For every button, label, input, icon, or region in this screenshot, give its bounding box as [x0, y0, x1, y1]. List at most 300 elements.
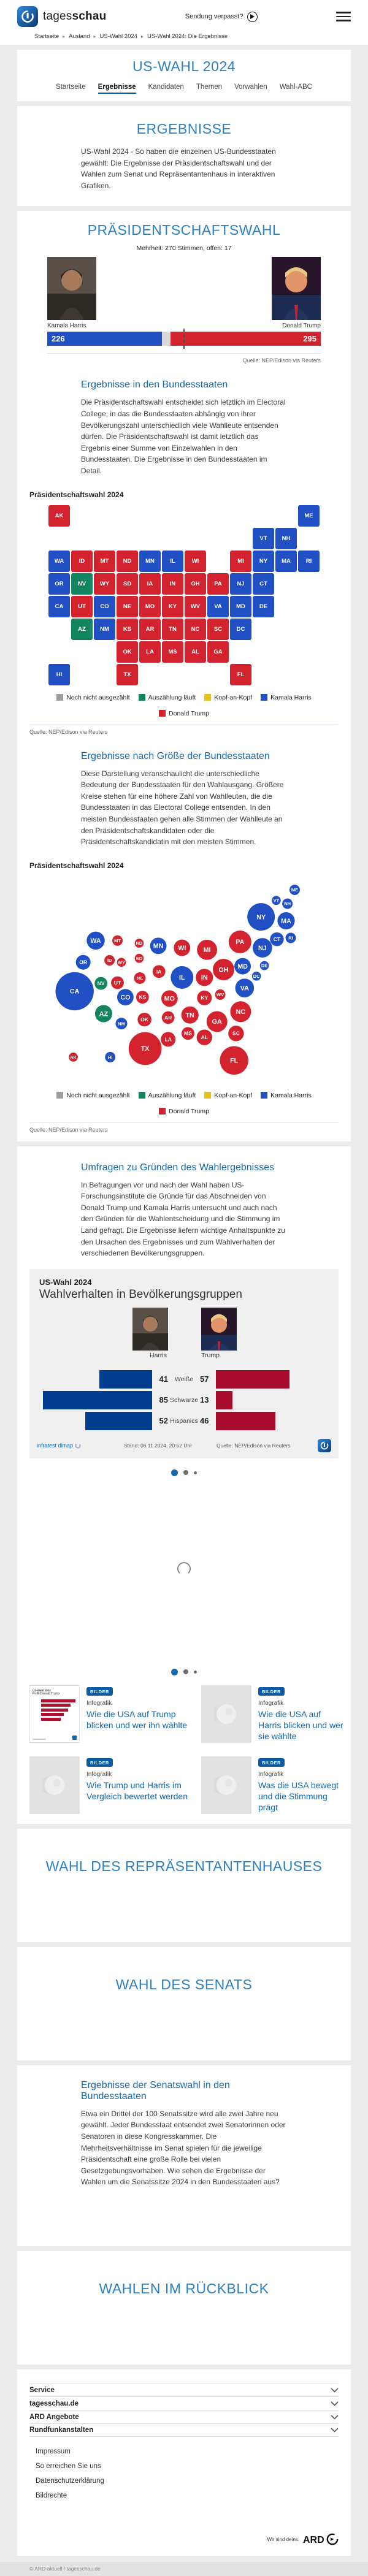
teaser-kicker: Infografik [86, 1699, 112, 1707]
state-NH[interactable]: NH [275, 528, 297, 549]
state-WA[interactable]: WA [48, 551, 70, 572]
bubble-state-NH[interactable] [282, 898, 293, 909]
state-WI[interactable]: WI [185, 551, 206, 572]
tab-startseite[interactable]: Startseite [56, 83, 86, 91]
trump-votes: 295 [303, 334, 316, 344]
senatswahl-heading: Ergebnisse der Senatswahl in den Bundesstaaten [81, 2079, 230, 2102]
state-TN[interactable]: TN [162, 619, 183, 640]
svg-text:ARD: ARD [303, 2535, 324, 2545]
bubble-state-NM[interactable] [115, 1018, 127, 1029]
state-AK[interactable]: AK [48, 505, 70, 527]
trump-photo-small [201, 1308, 237, 1351]
legend-item [204, 694, 252, 701]
bubble-state-NY[interactable] [247, 903, 275, 931]
legend-label: Auszählung läuft [148, 693, 196, 701]
state-CT[interactable]: CT [253, 573, 274, 595]
senat-title: WAHL DES SENATS [115, 1976, 253, 1992]
state-MT[interactable]: MT [94, 551, 115, 572]
svg-text:OH: OH [218, 966, 229, 974]
bubble-state-KY[interactable] [197, 990, 212, 1005]
teaser-thumbnail-chart[interactable] [29, 1685, 80, 1743]
legend-swatch [159, 1108, 166, 1115]
svg-text:DC: DC [253, 973, 260, 979]
site-header [0, 0, 368, 45]
footer-link-bildrechte[interactable]: Bildrechte [36, 2492, 67, 2499]
state-PA[interactable]: PA [207, 573, 229, 595]
bubble-state-KS[interactable] [136, 991, 149, 1004]
state-DC[interactable]: DC [230, 619, 251, 640]
svg-text:FL: FL [230, 1057, 239, 1065]
states-map [48, 505, 320, 685]
state-AZ[interactable]: AZ [71, 619, 93, 640]
svg-text:OR: OR [79, 959, 88, 966]
bubble-state-SD[interactable] [135, 954, 144, 963]
bubble-state-RI[interactable] [286, 932, 296, 943]
state-NE[interactable]: NE [117, 596, 138, 617]
svg-text:MI: MI [203, 946, 211, 954]
state-MA[interactable]: MA [275, 551, 297, 572]
chevron-down-icon [331, 2401, 339, 2406]
breadcrumb-item[interactable]: US-Wahl 2024: Die Ergebnisse [147, 33, 228, 40]
bubble-state-IA[interactable] [153, 965, 166, 978]
bubble-state-AK[interactable] [69, 1053, 78, 1062]
svg-text:NH: NH [284, 901, 291, 907]
legend-label: Kamala Harris [270, 693, 312, 701]
trump-bar [216, 1370, 289, 1389]
map-legend [29, 694, 339, 717]
state-WV[interactable]: WV [185, 596, 206, 617]
harris-bar [85, 1412, 152, 1430]
state-WY[interactable]: WY [94, 573, 115, 595]
state-NV[interactable]: NV [71, 573, 93, 595]
ard-logo-icon [303, 2532, 339, 2546]
state-KY[interactable]: KY [162, 596, 183, 617]
teaser-title[interactable]: Wie Trump und Harris im Vergleich bewertet werden [86, 1780, 188, 1802]
bubble-state-NV[interactable] [94, 977, 107, 989]
legend-swatch [56, 1092, 63, 1099]
svg-text:NC: NC [236, 1008, 246, 1016]
thumb-title: Profil Donald Trump [33, 1691, 60, 1696]
carousel-dot-2[interactable] [183, 1470, 188, 1475]
bubble-state-IL[interactable] [171, 966, 193, 989]
ergebnisse-card [17, 106, 351, 206]
bubble-state-AZ[interactable] [95, 1005, 112, 1022]
bubble-state-ID[interactable] [104, 955, 115, 966]
legend-item [56, 694, 129, 701]
bubble-state-AR[interactable] [162, 1011, 175, 1024]
sendung-verpasst-link[interactable] [185, 12, 258, 22]
legend-swatch [204, 694, 211, 701]
bubble-state-WI[interactable] [174, 939, 190, 956]
bubble-state-HI[interactable] [105, 1052, 115, 1062]
legend-swatch [261, 694, 267, 701]
legend-label: Donald Trump [169, 1107, 209, 1115]
harris-votes: 226 [52, 334, 65, 344]
senatswahl-text: Etwa ein Drittel der 100 Senatssitze wird alle zwei Jahre neu gewählt. Jeder Bundesstaat entsendet zwei Senatorinnen oder Senatoren in diese Kongresskammer. Die Mehrheitsverhältnisse im Senat spielen für die jeweilige Präsidentschaft eine große Rolle bei vielen Gesetzgebungsvorhaben. Wie sehen die Ergebnisse der Wahlen um die Senatssitze 2024 in den Bundesstaaten aus? [81, 2109, 286, 2187]
teaser-badge: BILDER [86, 1758, 113, 1767]
repraesentantenhaus-title: WAHL DES REPRÄSENTANTENHAUSES [45, 1858, 323, 1874]
bubble-state-NC[interactable] [230, 1001, 251, 1022]
svg-text:MA: MA [281, 917, 291, 925]
footer-link-so-erreichen-sie-uns[interactable]: So erreichen Sie uns [36, 2463, 101, 2470]
demographics-source: Quelle: NEP/Edison via Reuters [216, 1442, 291, 1449]
state-MN[interactable]: MN [139, 551, 161, 572]
breadcrumb [34, 33, 351, 40]
trump-bar [216, 1412, 275, 1430]
breadcrumb-item[interactable]: US-Wahl 2024 [99, 33, 137, 40]
bubble-state-TX[interactable] [129, 1032, 162, 1065]
praesidentschaftswahl-title: PRÄSIDENTSCHAFTSWAHL [87, 222, 281, 238]
bubble-state-WA[interactable] [86, 931, 104, 949]
svg-text:UT: UT [113, 979, 121, 986]
brand-wordmark: tagesschau [43, 10, 107, 23]
bubble-state-MN[interactable] [150, 937, 167, 954]
state-RI[interactable]: RI [298, 551, 320, 572]
bubble-state-MT[interactable] [112, 935, 123, 945]
svg-text:IN: IN [201, 974, 208, 981]
state-NC[interactable]: NC [185, 619, 206, 640]
svg-text:MS: MS [184, 1030, 192, 1037]
group-label: Schwarze [169, 1396, 199, 1404]
state-IA[interactable]: IA [139, 573, 161, 595]
svg-text:KY: KY [201, 994, 209, 1001]
bubble-state-VA[interactable] [236, 978, 255, 997]
teaser-item[interactable] [86, 1756, 194, 1814]
demographics-row [29, 1412, 339, 1430]
svg-text:MO: MO [164, 995, 175, 1003]
size-section-heading: Ergebnisse nach Größe der Bundesstaaten [81, 750, 270, 761]
dimap-circle-icon [75, 1442, 81, 1449]
legend-label: Noch nicht ausgezählt [66, 693, 130, 701]
bubble-state-DC[interactable] [252, 972, 261, 981]
bubble-state-IN[interactable] [196, 969, 213, 986]
svg-text:MT: MT [114, 937, 121, 943]
harris-photo [47, 257, 96, 320]
svg-text:SC: SC [232, 1030, 240, 1037]
bubble-state-OH[interactable] [213, 959, 234, 980]
harris-value: 52 [159, 1416, 168, 1426]
state-VT[interactable]: VT [253, 528, 274, 549]
state-MS[interactable]: MS [162, 641, 183, 663]
bubble-state-OK[interactable] [137, 1013, 151, 1026]
bubble-state-MO[interactable] [161, 990, 178, 1007]
breadcrumb-item[interactable]: Startseite [34, 33, 59, 40]
size-section-text: Diese Darstellung veranschaulicht die unterschiedliche Bedeutung der Bundesstaaten für den Wahlausgang. Größere Kreise stehen für eine höhere Zahl von Wahlleuten, die die Bundesstaaten in das Electoral College entsenden. In den meisten Bundesstaaten gehen alle Stimmen der Wahlleute an den Präsidentschaftskandidaten oder die Präsidentschaftskandidatin mit den meisten Stimmen. [81, 769, 284, 847]
footer-accordion-ard-angebote[interactable]: ARD Angebote [29, 2410, 339, 2423]
play-icon[interactable] [247, 12, 258, 22]
state-HI[interactable]: HI [48, 664, 70, 685]
breadcrumb-item[interactable]: Ausland [69, 33, 90, 40]
bubble-state-CA[interactable] [56, 972, 94, 1010]
state-IL[interactable]: IL [162, 551, 183, 572]
bubble-state-PA[interactable] [229, 931, 251, 953]
harris-bar [99, 1370, 152, 1389]
harris-bar [43, 1391, 153, 1409]
demographics-kicker: US-Wahl 2024 [39, 1277, 92, 1287]
legend-label: Kopf-an-Kopf [214, 1091, 253, 1099]
legend-item [56, 1092, 129, 1099]
thumb-logo [72, 1736, 77, 1740]
demographics-row [29, 1391, 339, 1409]
svg-text:SD: SD [136, 955, 143, 961]
carousel-dot-2[interactable] [183, 1669, 188, 1674]
ard-claim: Wir sind deins. [267, 2536, 299, 2542]
bubble-state-ME[interactable] [289, 885, 300, 895]
open-bar-segment [162, 332, 171, 346]
bubble-state-ND[interactable] [135, 939, 144, 948]
legend-item [139, 1092, 196, 1099]
bubble-state-CO[interactable] [117, 989, 134, 1005]
page-title: US-WAHL 2024 [132, 58, 236, 74]
state-ID[interactable]: ID [71, 551, 93, 572]
bubble-state-AL[interactable] [197, 1029, 212, 1045]
state-DE[interactable]: DE [253, 596, 274, 617]
bubble-state-WY[interactable] [117, 958, 126, 967]
copyright: © ARD-aktuell / tagesschau.de [0, 2562, 368, 2576]
bubble-map-source: Quelle: NEP/Edison via Reuters [29, 1122, 339, 1133]
state-MO[interactable]: MO [139, 596, 161, 617]
trump-value: 13 [200, 1395, 209, 1405]
breadcrumb-separator-icon: ▸ [63, 34, 66, 39]
carousel-dot-3[interactable] [194, 1671, 197, 1674]
state-KS[interactable]: KS [117, 619, 138, 640]
svg-text:GA: GA [212, 1018, 222, 1026]
legend-swatch [159, 710, 166, 717]
state-ND[interactable]: ND [117, 551, 138, 572]
carousel-dot-3[interactable] [194, 1471, 197, 1474]
svg-text:MN: MN [153, 942, 164, 950]
ard-logo[interactable] [29, 2532, 339, 2546]
teaser-grid [29, 1685, 343, 1814]
footer-accordion-service[interactable]: Service [29, 2383, 339, 2396]
state-FL[interactable]: FL [230, 664, 251, 685]
bubble-state-DE[interactable] [260, 961, 269, 970]
carousel-dot-1[interactable] [171, 1469, 178, 1476]
state-OH[interactable]: OH [185, 573, 206, 595]
states-section-text: Die Präsidentschaftswahl entscheidet sich letztlich im Electoral College, in das die Bundesstaaten abhängig von ihrer Bevölkerungszahl unterschiedlich viele Wahlleute entsenden dürfen. Die Präsidentschaftswahl ist damit letztlich das Ergebnis einer Summe von Einzelwahlen in den Bundesstaaten. Die Ergebnisse in den Bundesstaaten im Detail. [81, 398, 286, 475]
trump-bar [216, 1391, 232, 1409]
majority-marker [183, 329, 185, 349]
tab-wahl-abc[interactable]: Wahl-ABC [279, 83, 312, 91]
svg-text:ND: ND [136, 940, 143, 946]
state-TX[interactable]: TX [117, 664, 138, 685]
state-OR[interactable]: OR [48, 573, 70, 595]
svg-text:NV: NV [97, 980, 105, 986]
hub-card [17, 50, 351, 101]
demographics-photos [29, 1308, 339, 1362]
svg-text:CT: CT [273, 936, 281, 942]
state-SC[interactable]: SC [207, 619, 229, 640]
teaser-badge: BILDER [86, 1687, 113, 1696]
legend-item [261, 1092, 312, 1099]
loading-zone [29, 1480, 339, 1658]
bubble-state-MS[interactable] [182, 1027, 194, 1040]
ergebnisse-intro: US-Wahl 2024 - So haben die einzelnen US-Bundesstaaten gewählt: Die Ergebnisse der Präsidentschaftswahl und der Wahlen zum Senat und Repräsentantenhaus in interaktiven Grafiken. [81, 147, 276, 190]
svg-text:MD: MD [237, 962, 248, 970]
harris-value: 85 [159, 1395, 168, 1405]
svg-text:LA: LA [164, 1036, 172, 1043]
chevron-down-icon [331, 2388, 339, 2393]
thumb-bar [41, 1709, 68, 1712]
demographics-row [29, 1370, 339, 1389]
globe-icon [214, 1702, 239, 1726]
bubble-state-TN[interactable] [182, 1006, 199, 1023]
demographics-title: Wahlverhalten in Bevölkerungsgruppen [39, 1287, 242, 1301]
bubble-state-OR[interactable] [76, 955, 91, 969]
svg-text:NM: NM [118, 1020, 125, 1026]
state-AR[interactable]: AR [139, 619, 161, 640]
carousel-dot-1[interactable] [171, 1669, 178, 1675]
trump-name: Donald Trump [282, 322, 321, 330]
svg-text:NE: NE [136, 975, 144, 981]
teaser-kicker: Infografik [258, 1699, 284, 1707]
legend-label: Donald Trump [169, 709, 209, 717]
senat-card [17, 1947, 351, 2060]
state-NM[interactable]: NM [94, 619, 115, 640]
loading-spinner-icon [177, 1562, 191, 1576]
footer-link-datenschutzerkl-rung[interactable]: Datenschutzerklärung [36, 2477, 104, 2485]
infratest-dimap-logo: infratest dimap [37, 1442, 81, 1449]
teaser-item[interactable] [258, 1685, 344, 1743]
svg-text:AR: AR [164, 1014, 172, 1021]
legend-label: Noch nicht ausgezählt [66, 1091, 130, 1099]
bubble-state-LA[interactable] [161, 1032, 175, 1046]
state-GA[interactable]: GA [207, 641, 229, 663]
svg-text:ME: ME [291, 886, 299, 893]
bubble-state-NJ[interactable] [253, 938, 272, 958]
svg-text:AK: AK [70, 1054, 77, 1060]
svg-text:KS: KS [139, 994, 147, 1000]
state-SD[interactable]: SD [117, 573, 138, 595]
tab-ergebnisse[interactable]: Ergebnisse [98, 83, 136, 94]
candidate-harris [47, 257, 96, 329]
state-ME[interactable]: ME [298, 505, 320, 527]
state-MD[interactable]: MD [230, 596, 251, 617]
demographics-rows [29, 1370, 339, 1430]
chevron-down-icon [331, 2415, 339, 2420]
demographics-stand: Stand: 06.11.2024, 20:52 Uhr [124, 1442, 192, 1449]
bubble-state-SC[interactable] [228, 1026, 243, 1041]
footer-accordion-rundfunkanstalten[interactable]: Rundfunkanstalten [29, 2423, 339, 2437]
bubble-state-MD[interactable] [234, 958, 251, 974]
demographics-chart [29, 1269, 339, 1458]
ergebnisse-title: ERGEBNISSE [136, 121, 232, 137]
svg-text:VT: VT [273, 897, 280, 904]
svg-text:HI: HI [107, 1054, 113, 1060]
teaser-title[interactable]: Was die USA bewegt und die Stimmung prägt [258, 1780, 339, 1813]
group-label: Hispanics [170, 1417, 198, 1425]
majority-note: Mehrheit: 270 Stimmen, offen: 17 [136, 245, 232, 253]
state-CO[interactable]: CO [94, 596, 115, 617]
breadcrumb-separator-icon: ▸ [93, 34, 96, 39]
svg-text:OK: OK [140, 1016, 148, 1023]
legend-label: Kamala Harris [270, 1091, 312, 1099]
bubble-state-MA[interactable] [277, 912, 294, 929]
teaser-title[interactable]: Wie die USA auf Trump blicken und wer ihn wählte [86, 1709, 188, 1731]
state-MI[interactable]: MI [230, 551, 251, 572]
trump-column-label: Trump [201, 1351, 220, 1359]
umfragen-text: In Befragungen vor und nach der Wahl haben US-Forschungsinstitute die Gründe für das Abschneiden von Donald Trump und Kamala Harris untersucht und auch nach den Gründen für die Wahlentscheidung und die Stimmung im Land gefragt. Die Ergebnisse liefern wichtige Anhaltspunkte zu den Ursachen des Ergebnisses und zum Wahlverhalten der verschiedenen Bevölkerungsgruppen. [81, 1180, 285, 1258]
svg-text:CO: CO [120, 994, 131, 1002]
umfragen-heading: Umfragen zu Gründen des Wahlergebnisses [81, 1162, 275, 1173]
state-VA[interactable]: VA [207, 596, 229, 617]
rueckblick-title: WAHLEN IM RÜCKBLICK [99, 2281, 269, 2296]
svg-text:IA: IA [156, 968, 162, 975]
state-UT[interactable]: UT [71, 596, 93, 617]
carousel-dots [29, 1669, 339, 1675]
tab-vorwahlen[interactable]: Vorwahlen [234, 83, 267, 91]
svg-text:RI: RI [288, 935, 293, 941]
svg-text:ID: ID [107, 957, 112, 963]
bubble-state-UT[interactable] [111, 976, 124, 989]
legend-label: Kopf-an-Kopf [214, 693, 253, 701]
state-IN[interactable]: IN [162, 573, 183, 595]
bubble-state-MI[interactable] [197, 940, 217, 960]
tab-kandidaten[interactable]: Kandidaten [148, 83, 184, 91]
svg-text:CA: CA [69, 988, 80, 996]
rueckblick-card [17, 2251, 351, 2365]
svg-text:TX: TX [140, 1045, 150, 1053]
bubble-state-NE[interactable] [134, 972, 146, 984]
menu-icon[interactable] [336, 9, 351, 24]
footer-link-impressum[interactable]: Impressum [36, 2448, 71, 2455]
bubble-state-GA[interactable] [207, 1011, 228, 1032]
tagesschau-logo[interactable] [17, 6, 106, 27]
bubble-state-WV[interactable] [215, 989, 226, 1000]
svg-text:WI: WI [178, 944, 186, 952]
state-CA[interactable]: CA [48, 596, 70, 617]
svg-text:DE: DE [261, 962, 268, 969]
tab-themen[interactable]: Themen [196, 83, 222, 91]
legend-swatch [139, 694, 145, 701]
bubble-state-VT[interactable] [272, 896, 281, 905]
state-OK[interactable]: OK [117, 641, 138, 663]
tagesschau-logo-icon [17, 6, 38, 27]
teaser-thumbnail[interactable] [201, 1756, 251, 1814]
state-NY[interactable]: NY [253, 551, 274, 572]
electoral-bar [47, 332, 321, 346]
thumb-kicker: US-Wahl 2024 [33, 1688, 51, 1692]
legend-swatch [139, 1092, 145, 1099]
senatswahl-card [17, 2065, 351, 2246]
svg-text:VA: VA [240, 985, 249, 993]
legend-item [159, 710, 209, 717]
teaser-item[interactable] [258, 1756, 344, 1814]
harris-value: 41 [159, 1374, 168, 1384]
map-chart-label: Präsidentschaftswahl 2024 [29, 490, 124, 499]
candidate-trump [272, 257, 321, 329]
thumb-bar [41, 1704, 71, 1707]
bubble-state-CT[interactable] [270, 932, 283, 946]
teaser-title[interactable]: Wie die USA auf Harris blicken und wer sie wählte [258, 1709, 343, 1742]
thumb-bar [41, 1699, 75, 1702]
praesidentschaftswahl-card [17, 211, 351, 1141]
bubble-state-FL[interactable] [220, 1046, 248, 1074]
teaser-thumbnail[interactable] [29, 1756, 80, 1814]
chevron-down-icon [331, 2428, 339, 2433]
teaser-item[interactable] [86, 1685, 194, 1743]
teaser-thumbnail[interactable] [201, 1685, 251, 1743]
teaser-badge: BILDER [258, 1687, 285, 1696]
state-LA[interactable]: LA [139, 641, 161, 663]
state-NJ[interactable]: NJ [230, 573, 251, 595]
candidate-row [29, 257, 339, 330]
map-source: Quelle: NEP/Edison via Reuters [29, 725, 339, 735]
footer-accordion-tagesschau-de[interactable]: tagesschau.de [29, 2396, 339, 2410]
state-AL[interactable]: AL [185, 641, 206, 663]
svg-text:WV: WV [217, 991, 224, 997]
legend-swatch [204, 1092, 211, 1099]
